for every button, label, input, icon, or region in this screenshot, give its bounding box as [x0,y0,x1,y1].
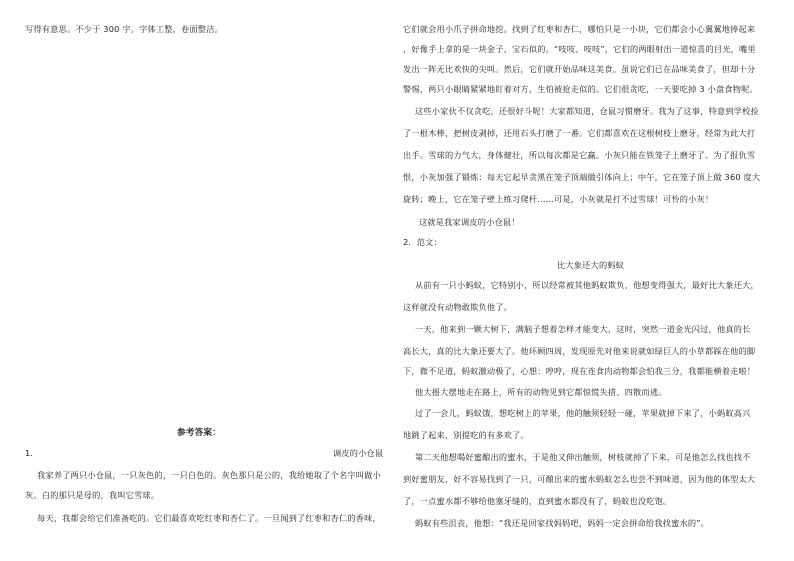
item-number: 1． [25,448,39,458]
paragraph-line: 了一根木棒，把树皮剥掉，还用石头打磨了一番。它们都喜欢在这根树枝上磨牙，经常为此大打 [403,128,756,138]
answer-heading: 参考答案： [177,428,221,438]
paragraph-line: 它们就会用小爪子拼命地挖。找到了红枣和杏仁，哪怕只是一小块，它们都会小心翼翼地捧起来 [403,24,756,34]
essay-label: 2．范文： [403,237,442,247]
paragraph-line: ，好像手上拿的是一块金子、宝石似的。“吱吱、吱吱”，它们的两眼射出一道惊喜的目光，嘴里 [403,44,756,54]
paragraph-line: 出手。雪球的力气大，身体健壮，所以每次都是它赢。小灰只能在铁笼子上磨牙了。为了报仇雪 [403,150,756,160]
paragraph-line: 发出一阵无比欢快的尖叫。然后，它们就开始品味这美食。虽说它们已在品味美食了，但却十分 [403,64,756,74]
paragraph-line: 高长大，真的比大象还要大了。他环顾四周，发现原先对他来说就如绿巨人的小草都踩在他的脚 [403,346,756,356]
paragraph-line: 旋转；晚上，它在笼子壁上练习爬杆……可是，小灰就是打不过雪球！可怜的小灰！ [403,194,714,204]
paragraph-line: 第二天他想喝好蜜酿出的蜜水，于是他又伸出触须，树枝就掉了下来，可是他怎么找也找不 [415,452,751,462]
paragraph-line: 下，微不足道，蚂蚁激动极了，心想：哼哼，现在连食肉动物都会怕我三分，我都能横着走啦！ [403,366,756,376]
paragraph-line: 他大摇大摆地走在路上，所有的动物见到它都惊慌失措、四散而逃。 [415,387,667,397]
item-title: 调皮的小仓鼠 [333,448,384,458]
paragraph-line: 过了一会儿，蚂蚁饿，想吃树上的苹果，他的触须轻轻一碰，苹果就掉下来了，小蚂蚁高兴 [415,408,751,418]
paragraph-line: 警惕，两只小眼睛紧紧地盯着对方，生怕被抢走似的。它们很贪吃，一天要吃掉 3 小盘食物呢。 [403,84,758,94]
paragraph-line: 到好蜜朋友，好不容易找到了一只，可酿出来的蜜水蚂蚁怎么也尝不到味道，因为他的体型太大 [403,474,756,484]
paragraph-line: 灰。白的那只是母的，我叫它雪球。 [25,490,160,500]
paragraph-line: 每天，我都会给它们准备吃的。它们最喜欢吃红枣和杏仁了。一旦闻到了红枣和杏仁的香味， [37,513,381,523]
paragraph-line: 从前有一只小蚂蚁，它特别小，所以经常被其他蚂蚁欺负，他想变得强大，最好比大象还大， [415,280,759,290]
paragraph-line: 了，一点蜜水都不够给他塞牙缝的，直到蜜水都没有了，蚂蚁也没吃饱。 [403,496,672,506]
essay-title: 比大象还大的蚂蚁 [557,260,625,270]
paragraph-line: 这些小家伙不仅贪吃，还很好斗呢！大家都知道，仓鼠习惯磨牙。我为了这事，特意到学校捡 [415,106,759,116]
paragraph-line: 蚂蚁有些沮丧，他想：“我还是回家找妈妈吧，妈妈一定会拼命给我找蜜水的”。 [415,518,710,528]
instruction-line: 写得有意思。不少于 300 字。字体工整，卷面整洁。 [25,24,223,34]
paragraph-line: 这就是我家调皮的小仓鼠！ [419,217,520,227]
paragraph-line: 一天，他来到一颗大树下，满脑子想着怎样才能变大，这时，突然一道金光闪过，他真的长 [415,324,751,334]
paragraph-line: 我家养了两只小仓鼠，一只灰色的，一只白色的。灰色那只是公的，我给她取了个名字叫做小 [37,470,381,480]
paragraph-line: 恨，小灰加强了锻炼：每天它起早贪黑在笼子顶端做引体向上；中午，它在笼子顶上做 360 度大 [403,172,761,182]
paragraph-line: 地跳了起来，别提吃的有多欢了。 [403,430,529,440]
paragraph-line: 这样就没有动物敢欺负他了。 [403,302,513,312]
